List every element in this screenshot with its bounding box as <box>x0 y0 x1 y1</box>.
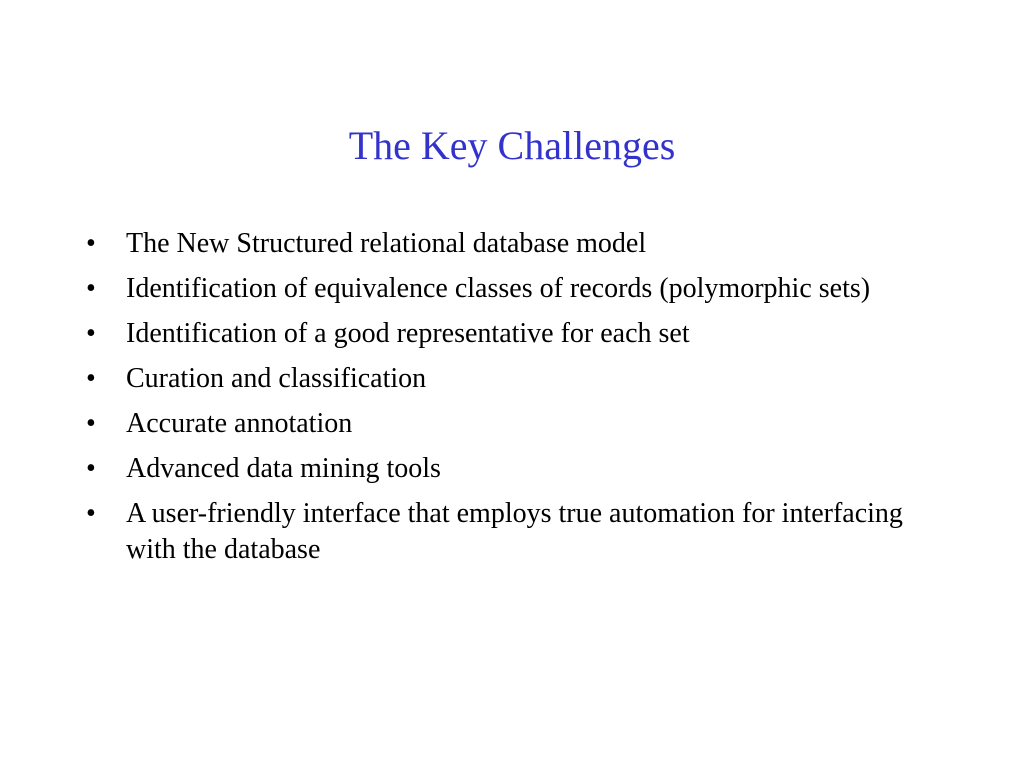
slide-title: The Key Challenges <box>348 123 676 168</box>
list-item <box>86 451 946 487</box>
list-item-text: Identification of a good representative for each set <box>126 318 690 349</box>
list-item-text: Accurate annotation <box>126 408 353 439</box>
list-item <box>86 271 946 307</box>
bullet-list <box>86 226 946 577</box>
list-item <box>86 316 946 352</box>
list-item <box>86 226 946 262</box>
list-item-text: Curation and classification <box>126 363 427 394</box>
bullet-icon: • <box>86 228 96 259</box>
list-item <box>86 496 946 568</box>
list-item-text: A user-friendly interface that employs true automation for interfacing with the database <box>126 498 903 565</box>
bullet-icon: • <box>86 363 96 394</box>
bullet-icon: • <box>86 498 96 529</box>
list-item-text: The New Structured relational database model <box>126 228 647 259</box>
bullet-icon: • <box>86 453 96 484</box>
list-item <box>86 361 946 397</box>
list-item <box>86 406 946 442</box>
list-item-text: Identification of equivalence classes of records (polymorphic sets) <box>126 273 871 304</box>
bullet-icon: • <box>86 318 96 349</box>
bullet-icon: • <box>86 408 96 439</box>
list-item-text: Advanced data mining tools <box>126 453 441 484</box>
bullet-icon: • <box>86 273 96 304</box>
